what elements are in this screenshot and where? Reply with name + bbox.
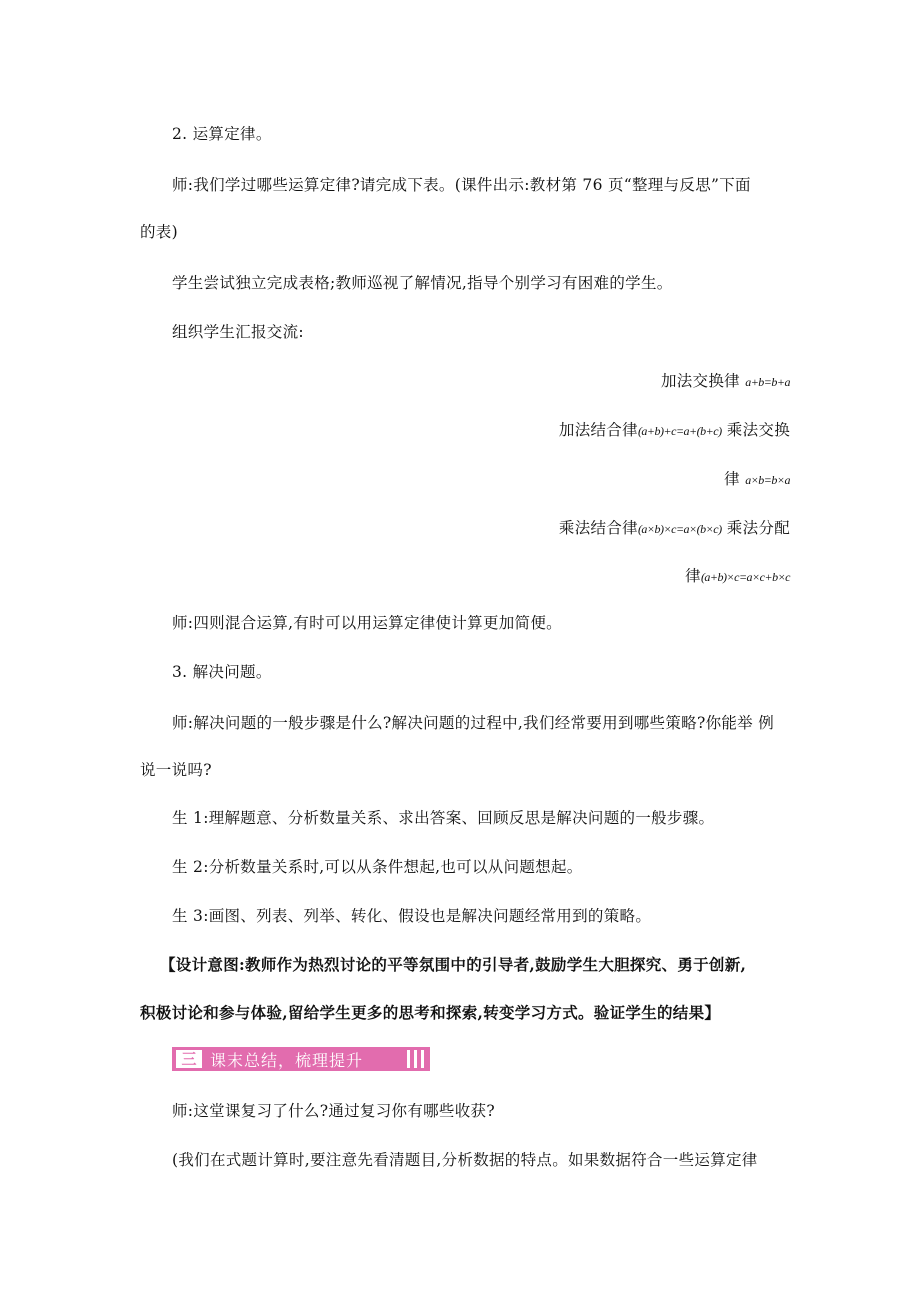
law-multiplication-commutative-label-start: 乘法交换 — [726, 421, 790, 439]
law-addition-associative-label: 加法结合律 — [558, 421, 638, 439]
law-multiplication-commutative-label-end: 律 — [724, 470, 740, 488]
law-addition-commutative-label: 加法交换律 — [660, 372, 740, 390]
student-2-answer: 生 2:分析数量关系时,可以从条件想起,也可以从问题想起。 — [172, 858, 583, 876]
banner-bar — [421, 1050, 424, 1068]
law-distributive-label-end: 律 — [685, 567, 701, 585]
student-3-answer: 生 3:画图、列表、列举、转化、假设也是解决问题经常用到的策略。 — [172, 907, 652, 925]
law-multiplication-commutative-formula: a×b=b×a — [745, 473, 790, 487]
organize-exchange-paragraph: 组织学生汇报交流: — [172, 323, 304, 341]
summary-teacher-question: 师:这堂课复习了什么?通过复习你有哪些收获? — [172, 1102, 495, 1120]
law-distributive-formula: (a+b)×c=a×c+b×c — [700, 570, 790, 584]
section-2-heading: 2. 运算定律。 — [172, 125, 272, 143]
problem-solving-question-line-2: 说一说吗? — [140, 761, 212, 779]
banner-number-badge: 三 — [176, 1050, 202, 1068]
banner-bar — [407, 1050, 410, 1068]
problem-solving-question-line-1: 师:解决问题的一般步骤是什么?解决问题的过程中,我们经常要用到哪些策略?你能举 例 — [172, 714, 774, 732]
teacher-question-line-2: 的表) — [140, 223, 178, 241]
design-intent-line-1: 【设计意图:教师作为热烈讨论的平等氛围中的引导者,鼓励学生大胆探究、勇于创新, — [160, 955, 747, 974]
teacher-summary-paragraph: 师:四则混合运算,有时可以用运算定律使计算更加简便。 — [172, 614, 562, 632]
section-3-heading: 3. 解决问题。 — [172, 663, 272, 681]
law-line-4 — [559, 518, 790, 539]
design-intent-line-2: 积极讨论和参与体验,留给学生更多的思考和探索,转变学习方式。验证学生的结果】 — [140, 1003, 721, 1022]
law-multiplication-associative-label: 乘法结合律 — [558, 519, 638, 537]
law-line-1 — [661, 371, 790, 392]
law-line-3 — [724, 469, 790, 490]
student-1-answer: 生 1:理解题意、分析数量关系、求出答案、回顾反思是解决问题的一般步骤。 — [172, 809, 715, 827]
law-multiplication-associative-formula: (a×b)×c=a×(b×c) — [637, 522, 722, 536]
law-addition-commutative-formula: a+b=b+a — [745, 375, 790, 389]
law-addition-associative-formula: (a+b)+c=a+(b+c) — [637, 424, 722, 438]
law-distributive-label-start: 乘法分配 — [726, 519, 790, 537]
law-line-5 — [685, 566, 790, 587]
teacher-question-line-1: 师:我们学过哪些运算定律?请完成下表。(课件出示:教材第 76 页“整理与反思”下面 — [172, 176, 751, 194]
banner-title: 课末总结，梳理提升 — [210, 1050, 364, 1070]
banner-decoration-bars — [407, 1050, 424, 1068]
section-banner — [172, 1047, 430, 1071]
summary-answer-start: (我们在式题计算时,要注意先看清题目,分析数据的特点。如果数据符合一些运算定律 — [172, 1151, 758, 1169]
students-try-paragraph: 学生尝试独立完成表格;教师巡视了解情况,指导个别学习有困难的学生。 — [172, 274, 673, 292]
law-line-2 — [559, 420, 790, 441]
banner-bar — [414, 1050, 417, 1068]
